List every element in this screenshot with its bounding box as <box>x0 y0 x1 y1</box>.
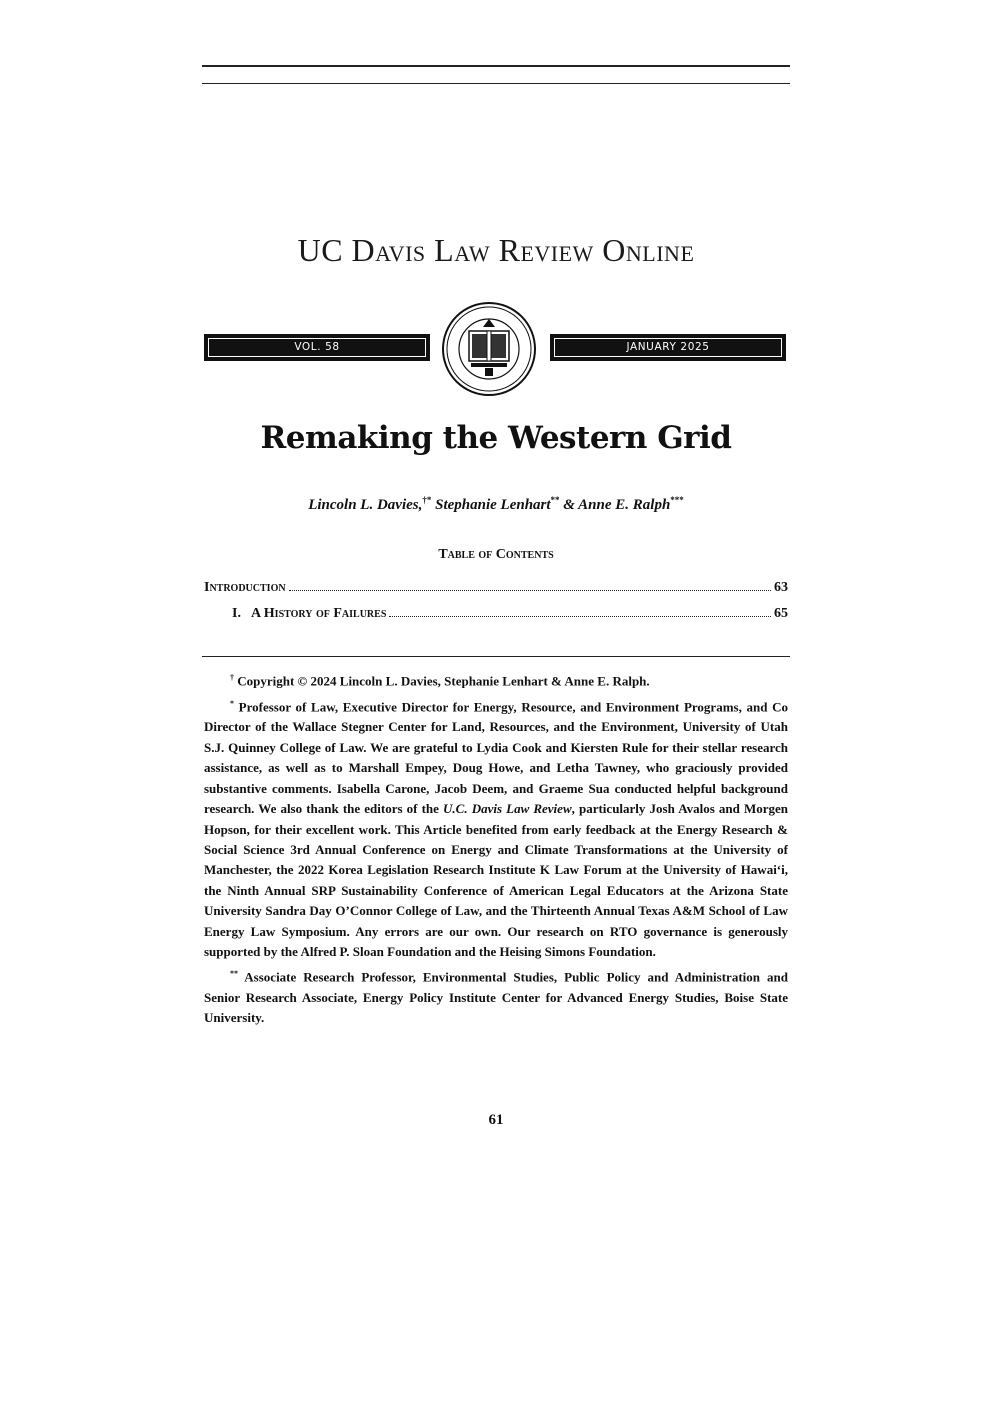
toc-leader-dots <box>289 589 771 591</box>
author-footnote-mark: *** <box>670 495 684 505</box>
volume-label: VOL. 58 <box>294 341 340 353</box>
footnote-text: Professor of Law, Executive Director for Energy, Resource, and Environment Programs, and Co Director of the Wallace Stegner Center for Land, Resources, and the Environment, University of Utah S.J. Quinney College of Law. We are grateful to Lydia Cook and Kiersten Rule for their stellar research assistance, as well as to Marshall Empey, Doug Howe, and Letha Tawney, who graciously provided substantive comments. Isabella Carone, Jacob Deem, and Graeme Sua conducted helpful background research. We also thank the editors of the <box>204 699 788 817</box>
footnote-mark: ** <box>230 969 238 979</box>
footnote <box>204 694 788 963</box>
author-line <box>0 495 992 514</box>
journal-name-italic: U.C. Davis Law Review <box>443 801 572 817</box>
toc-leader-dots <box>389 615 771 617</box>
author-name: Lincoln L. Davies, <box>308 497 423 513</box>
article-title: Remaking the Western Grid <box>260 420 732 456</box>
author-footnote-mark: †* <box>422 495 432 505</box>
footnote-text: Associate Research Professor, Environmental Studies, Public Policy and Administration and Senior Research Associate, Energy Policy Institute Center for Advanced Energy Studies, Boise State University. <box>204 969 788 1026</box>
footnote <box>204 964 788 1029</box>
volume-band <box>204 334 430 361</box>
university-seal-icon <box>441 301 537 397</box>
toc-entry-page: 65 <box>774 606 788 621</box>
footnotes <box>204 668 788 1031</box>
top-rule-secondary <box>202 83 790 84</box>
author-footnote-mark: ** <box>550 495 560 505</box>
footnote-mark: † <box>230 673 234 682</box>
toc-heading: Table of Contents <box>438 547 554 562</box>
footnote-mark: * <box>230 698 234 708</box>
author-name: Stephanie Lenhart <box>435 497 551 513</box>
author-name: Anne E. Ralph <box>578 497 671 513</box>
footnote-text: Copyright © 2024 Lincoln L. Davies, Stephanie Lenhart & Anne E. Ralph. <box>237 673 650 689</box>
footnote-rule <box>202 656 790 657</box>
toc-entry-page: 63 <box>774 580 788 595</box>
toc-entry-label: Introduction <box>204 580 286 595</box>
toc-entry[interactable] <box>232 606 788 622</box>
toc-entry[interactable] <box>204 580 788 596</box>
toc-entry-number: I. <box>232 606 241 621</box>
page-number: 61 <box>488 1112 504 1128</box>
footnote <box>204 668 788 692</box>
footnote-text: , particularly Josh Avalos and Morgen Hopson, for their excellent work. This Article benefited from early feedback at the Energy Research & Social Science 3rd Annual Conference on Energy and Climate Transformations at the University of Manchester, the 2022 Korea Legislation Research Institute K Law Forum at the University of Hawai‘i, the Ninth Annual SRP Sustainability Conference of American Legal Educators at the Arizona State University Sandra Day O’Connor College of Law, and the Thirteenth Annual Texas A&M School of Law Energy Law Symposium. Any errors are our own. Our research on RTO governance is generously supported by the Alfred P. Sloan Foundation and the Heising Simons Foundation. <box>204 801 789 959</box>
date-label: JANUARY 2025 <box>626 341 710 353</box>
author-separator: & <box>559 497 579 513</box>
journal-title: UC Davis Law Review Online <box>297 232 695 268</box>
toc-entry-label: A History of Failures <box>250 606 387 621</box>
date-band <box>550 334 786 361</box>
top-rule <box>202 65 790 67</box>
